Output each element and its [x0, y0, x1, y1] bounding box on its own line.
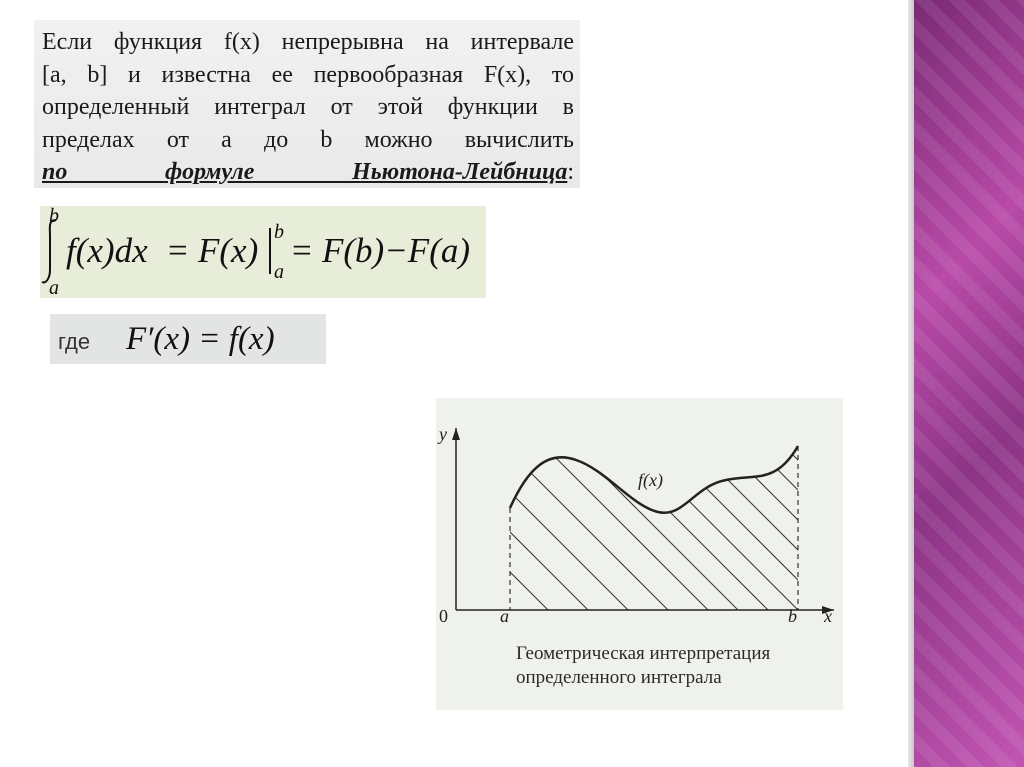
integral-sign-icon — [42, 220, 56, 282]
paragraph-colon: : — [567, 159, 574, 185]
where-svg — [50, 314, 326, 364]
evaluation-upper: b — [274, 221, 284, 243]
integrand: f(x)dx — [66, 231, 148, 270]
a-label: a — [500, 606, 509, 626]
b-label: b — [788, 606, 797, 626]
hatched-area — [436, 398, 843, 618]
formula-svg — [40, 206, 486, 298]
caption-line-1: Геометрическая интерпретация — [516, 643, 771, 664]
figure-caption — [516, 642, 836, 690]
paragraph-line-3: определенный интеграл от этой функции в — [42, 94, 574, 120]
newton-leibniz-formula — [40, 206, 486, 298]
definition-paragraph — [42, 26, 574, 189]
x-axis-label: x — [824, 606, 832, 626]
equals-sign-2: = — [292, 231, 312, 270]
evaluation-lower: a — [274, 261, 284, 283]
definition-text-block — [34, 20, 580, 188]
antiderivative: F(x) — [198, 231, 259, 270]
paragraph-line-2: [a, b] и известна ее первообразная F(x), то — [42, 61, 574, 88]
paragraph-line-4: пределах от a до b можно вычислить — [42, 126, 574, 153]
equals-sign-1: = — [168, 231, 188, 270]
formula-result: F(b)−F(a) — [322, 231, 470, 270]
origin-label: 0 — [439, 606, 448, 626]
derivative-formula: F′(x) = f(x) — [126, 321, 275, 357]
where-label: где — [58, 329, 91, 354]
decorative-side-panel — [914, 0, 1024, 767]
where-clause — [50, 314, 326, 364]
paragraph-line-1: Если функция f(x) непрерывна на интервале — [42, 29, 574, 55]
curve-label: f(x) — [638, 470, 663, 490]
caption-line-2: определенного интеграла — [516, 667, 722, 688]
y-axis-arrow-icon — [452, 428, 460, 440]
integral-lower-limit: a — [49, 277, 59, 298]
y-axis-label: y — [439, 424, 447, 444]
integral-upper-limit: b — [49, 206, 59, 227]
newton-leibniz-link[interactable]: по формуле Ньютона-Лейбница — [42, 159, 568, 185]
geometric-interpretation-figure — [436, 398, 843, 710]
